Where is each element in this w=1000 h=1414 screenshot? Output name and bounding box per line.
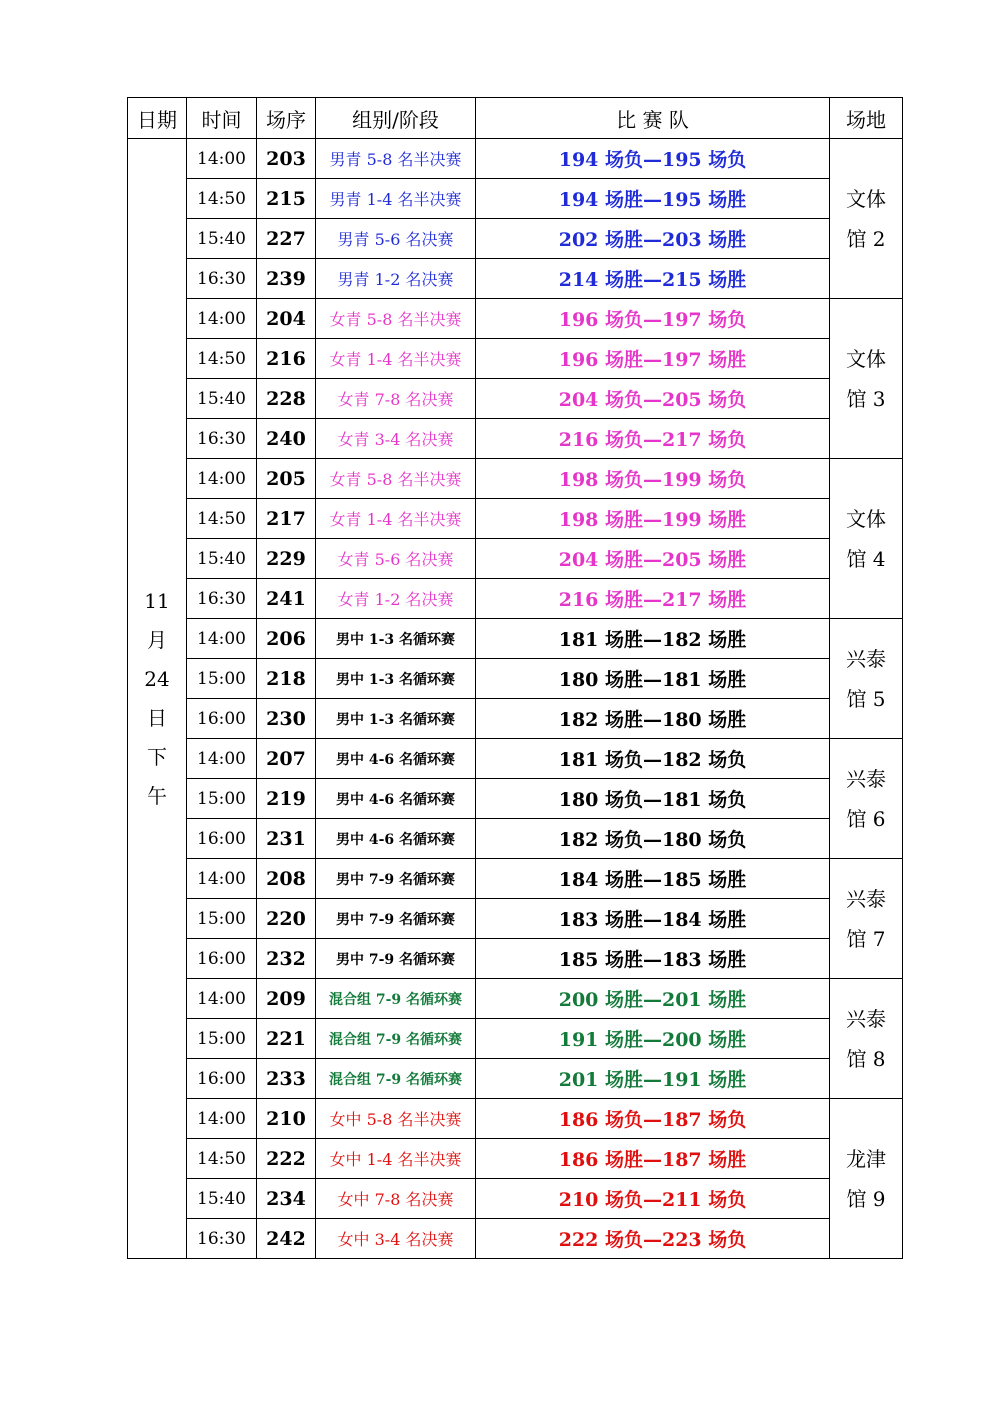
group-cell: 女青 1-4 名半决赛	[316, 339, 476, 379]
time-cell: 14:00	[187, 1099, 257, 1139]
table-row	[128, 939, 903, 979]
seq-cell: 204	[257, 299, 316, 339]
teams-cell: 182 场负—180 场负	[476, 819, 830, 859]
time-cell: 14:00	[187, 739, 257, 779]
group-cell: 女青 3-4 名决赛	[316, 419, 476, 459]
date-char: 月	[147, 627, 167, 652]
group-cell: 女青 1-4 名半决赛	[316, 499, 476, 539]
table-row	[128, 979, 903, 1019]
teams-cell: 180 场负—181 场负	[476, 779, 830, 819]
time-cell: 15:00	[187, 779, 257, 819]
venue-line: 兴泰	[846, 646, 886, 671]
group-cell: 男中 1-3 名循环赛	[316, 699, 476, 739]
teams-cell: 198 场负—199 场负	[476, 459, 830, 499]
teams-cell: 185 场胜—183 场胜	[476, 939, 830, 979]
group-cell: 男中 7-9 名循环赛	[316, 939, 476, 979]
time-cell: 15:40	[187, 219, 257, 259]
seq-cell: 216	[257, 339, 316, 379]
table-row	[128, 1019, 903, 1059]
venue-line: 兴泰	[846, 886, 886, 911]
venue-line: 馆 6	[846, 806, 886, 831]
teams-cell: 202 场胜—203 场胜	[476, 219, 830, 259]
time-cell: 14:00	[187, 859, 257, 899]
time-cell: 16:00	[187, 819, 257, 859]
seq-cell: 215	[257, 179, 316, 219]
teams-cell: 216 场胜—217 场胜	[476, 579, 830, 619]
table-row	[128, 699, 903, 739]
group-cell: 女中 3-4 名决赛	[316, 1219, 476, 1259]
teams-cell: 184 场胜—185 场胜	[476, 859, 830, 899]
seq-cell: 230	[257, 699, 316, 739]
group-cell: 男中 4-6 名循环赛	[316, 819, 476, 859]
table-row	[128, 659, 903, 699]
venue-cell	[830, 619, 903, 739]
seq-cell: 219	[257, 779, 316, 819]
group-cell: 男中 7-9 名循环赛	[316, 899, 476, 939]
seq-cell: 234	[257, 1179, 316, 1219]
teams-cell: 194 场负—195 场负	[476, 139, 830, 179]
venue-cell	[830, 299, 903, 459]
header-row	[128, 98, 903, 139]
seq-cell: 239	[257, 259, 316, 299]
group-cell: 男青 5-8 名半决赛	[316, 139, 476, 179]
teams-cell: 180 场胜—181 场胜	[476, 659, 830, 699]
teams-cell: 216 场负—217 场负	[476, 419, 830, 459]
time-cell: 15:00	[187, 659, 257, 699]
group-cell: 男中 7-9 名循环赛	[316, 859, 476, 899]
table-row	[128, 219, 903, 259]
venue-cell	[830, 139, 903, 299]
venue-cell	[830, 1099, 903, 1259]
time-cell: 14:50	[187, 339, 257, 379]
time-cell: 16:00	[187, 1059, 257, 1099]
venue-line: 馆 8	[846, 1046, 886, 1071]
table-row	[128, 1099, 903, 1139]
seq-cell: 242	[257, 1219, 316, 1259]
table-row	[128, 739, 903, 779]
teams-cell: 198 场胜—199 场胜	[476, 499, 830, 539]
seq-cell: 232	[257, 939, 316, 979]
venue-cell	[830, 459, 903, 619]
group-cell: 混合组 7-9 名循环赛	[316, 1059, 476, 1099]
table-row	[128, 459, 903, 499]
schedule-table	[127, 97, 903, 1259]
time-cell: 15:40	[187, 379, 257, 419]
teams-cell: 201 场胜—191 场胜	[476, 1059, 830, 1099]
header-seq: 场序	[257, 98, 316, 139]
time-cell: 15:00	[187, 1019, 257, 1059]
seq-cell: 233	[257, 1059, 316, 1099]
table-row	[128, 139, 903, 179]
seq-cell: 208	[257, 859, 316, 899]
group-cell: 男青 1-4 名半决赛	[316, 179, 476, 219]
seq-cell: 206	[257, 619, 316, 659]
group-cell: 女青 5-6 名决赛	[316, 539, 476, 579]
seq-cell: 205	[257, 459, 316, 499]
group-cell: 男中 4-6 名循环赛	[316, 779, 476, 819]
table-row	[128, 1139, 903, 1179]
seq-cell: 228	[257, 379, 316, 419]
date-char: 11	[144, 588, 170, 613]
group-cell: 女青 5-8 名半决赛	[316, 459, 476, 499]
group-cell: 女中 7-8 名决赛	[316, 1179, 476, 1219]
header-time: 时间	[187, 98, 257, 139]
table-row	[128, 819, 903, 859]
time-cell: 16:30	[187, 1219, 257, 1259]
table-row	[128, 1179, 903, 1219]
time-cell: 14:00	[187, 459, 257, 499]
group-cell: 男青 5-6 名决赛	[316, 219, 476, 259]
time-cell: 16:30	[187, 579, 257, 619]
header-venue: 场地	[830, 98, 903, 139]
group-cell: 男青 1-2 名决赛	[316, 259, 476, 299]
group-cell: 女中 1-4 名半决赛	[316, 1139, 476, 1179]
time-cell: 15:00	[187, 899, 257, 939]
table-row	[128, 899, 903, 939]
time-cell: 16:00	[187, 699, 257, 739]
seq-cell: 220	[257, 899, 316, 939]
venue-line: 文体	[846, 186, 886, 211]
venue-cell	[830, 979, 903, 1099]
teams-cell: 196 场负—197 场负	[476, 299, 830, 339]
seq-cell: 222	[257, 1139, 316, 1179]
seq-cell: 241	[257, 579, 316, 619]
teams-cell: 181 场负—182 场负	[476, 739, 830, 779]
table-row	[128, 779, 903, 819]
seq-cell: 231	[257, 819, 316, 859]
teams-cell: 191 场胜—200 场胜	[476, 1019, 830, 1059]
seq-cell: 209	[257, 979, 316, 1019]
venue-cell	[830, 859, 903, 979]
table-row	[128, 339, 903, 379]
table-row	[128, 1059, 903, 1099]
teams-cell: 186 场胜—187 场胜	[476, 1139, 830, 1179]
time-cell: 14:00	[187, 299, 257, 339]
group-cell: 男中 1-3 名循环赛	[316, 659, 476, 699]
table-row	[128, 299, 903, 339]
seq-cell: 229	[257, 539, 316, 579]
header-group: 组别/阶段	[316, 98, 476, 139]
venue-line: 馆 7	[846, 926, 886, 951]
date-char: 24	[144, 666, 170, 691]
table-row	[128, 179, 903, 219]
table-row	[128, 419, 903, 459]
teams-cell: 204 场胜—205 场胜	[476, 539, 830, 579]
seq-cell: 221	[257, 1019, 316, 1059]
date-cell	[128, 139, 187, 1259]
date-char: 下	[147, 744, 167, 769]
time-cell: 14:00	[187, 979, 257, 1019]
time-cell: 15:40	[187, 1179, 257, 1219]
table-row	[128, 499, 903, 539]
table-row	[128, 1219, 903, 1259]
group-cell: 男中 4-6 名循环赛	[316, 739, 476, 779]
time-cell: 14:50	[187, 499, 257, 539]
date-char: 午	[147, 783, 167, 808]
teams-cell: 194 场胜—195 场胜	[476, 179, 830, 219]
date-char: 日	[147, 705, 167, 730]
teams-cell: 196 场胜—197 场胜	[476, 339, 830, 379]
venue-cell	[830, 739, 903, 859]
header-date: 日期	[128, 98, 187, 139]
venue-line: 馆 9	[846, 1186, 886, 1211]
group-cell: 女青 7-8 名决赛	[316, 379, 476, 419]
venue-line: 馆 5	[846, 686, 886, 711]
time-cell: 16:30	[187, 259, 257, 299]
venue-line: 兴泰	[846, 766, 886, 791]
table-row	[128, 619, 903, 659]
venue-line: 馆 4	[846, 546, 886, 571]
time-cell: 16:00	[187, 939, 257, 979]
time-cell: 16:30	[187, 419, 257, 459]
venue-line: 馆 3	[846, 386, 886, 411]
time-cell: 15:40	[187, 539, 257, 579]
venue-line: 龙津	[846, 1146, 886, 1171]
group-cell: 女青 1-2 名决赛	[316, 579, 476, 619]
seq-cell: 203	[257, 139, 316, 179]
venue-line: 馆 2	[846, 226, 886, 251]
table-row	[128, 539, 903, 579]
teams-cell: 204 场负—205 场负	[476, 379, 830, 419]
group-cell: 女中 5-8 名半决赛	[316, 1099, 476, 1139]
group-cell: 混合组 7-9 名循环赛	[316, 979, 476, 1019]
schedule-body	[128, 139, 903, 1259]
table-row	[128, 859, 903, 899]
group-cell: 女青 5-8 名半决赛	[316, 299, 476, 339]
time-cell: 14:00	[187, 619, 257, 659]
venue-line: 文体	[846, 346, 886, 371]
time-cell: 14:50	[187, 179, 257, 219]
teams-cell: 186 场负—187 场负	[476, 1099, 830, 1139]
teams-cell: 210 场负—211 场负	[476, 1179, 830, 1219]
teams-cell: 181 场胜—182 场胜	[476, 619, 830, 659]
table-row	[128, 259, 903, 299]
teams-cell: 222 场负—223 场负	[476, 1219, 830, 1259]
time-cell: 14:50	[187, 1139, 257, 1179]
table-row	[128, 379, 903, 419]
table-row	[128, 579, 903, 619]
group-cell: 男中 1-3 名循环赛	[316, 619, 476, 659]
teams-cell: 183 场胜—184 场胜	[476, 899, 830, 939]
teams-cell: 214 场胜—215 场胜	[476, 259, 830, 299]
seq-cell: 207	[257, 739, 316, 779]
teams-cell: 182 场胜—180 场胜	[476, 699, 830, 739]
venue-line: 文体	[846, 506, 886, 531]
seq-cell: 210	[257, 1099, 316, 1139]
teams-cell: 200 场胜—201 场胜	[476, 979, 830, 1019]
venue-line: 兴泰	[846, 1006, 886, 1031]
seq-cell: 217	[257, 499, 316, 539]
group-cell: 混合组 7-9 名循环赛	[316, 1019, 476, 1059]
seq-cell: 227	[257, 219, 316, 259]
seq-cell: 218	[257, 659, 316, 699]
time-cell: 14:00	[187, 139, 257, 179]
seq-cell: 240	[257, 419, 316, 459]
header-teams: 比 赛 队	[476, 98, 830, 139]
